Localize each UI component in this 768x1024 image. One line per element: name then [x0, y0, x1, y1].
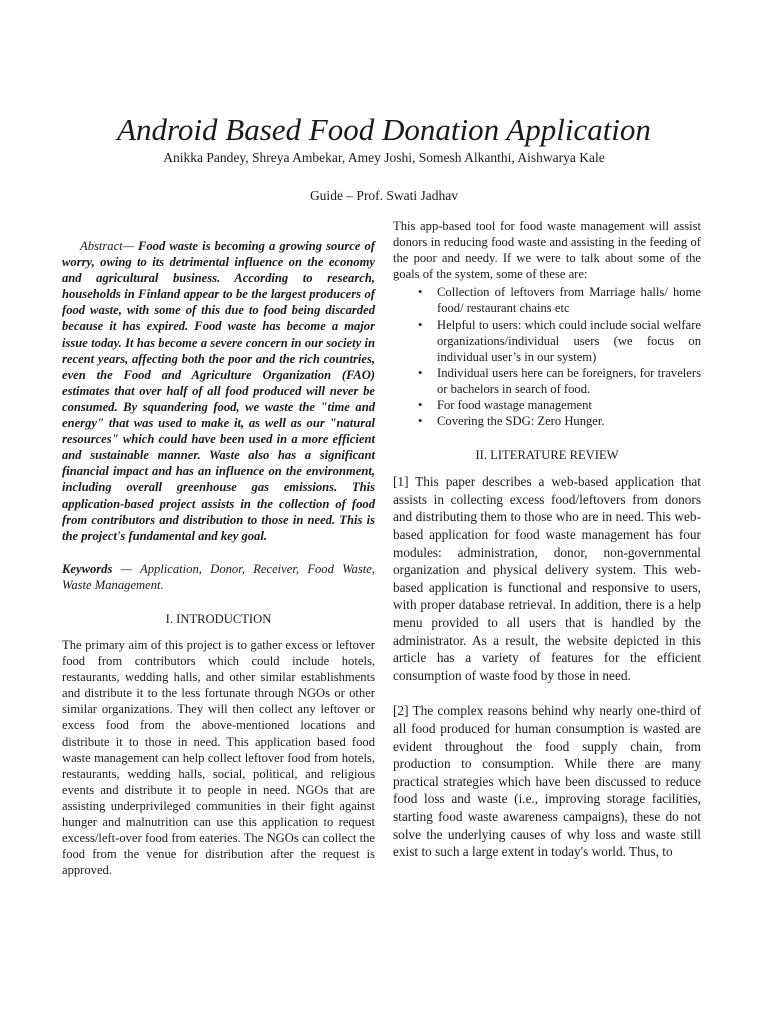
list-item: • Helpful to users: which could include social welfare organizations/individual users (we focus on individual user’s in our system)	[437, 317, 701, 365]
left-column	[62, 238, 375, 878]
list-item: • Individual users here can be foreigners, for travelers or bachelors in search of food.	[437, 365, 701, 397]
literature-review-heading	[393, 447, 701, 463]
keywords-text: — Application, Donor, Receiver, Food Waste, Waste Management.	[62, 561, 375, 592]
list-item: • For food wastage management	[437, 397, 701, 413]
introduction-paragraph: The primary aim of this project is to gather excess or leftover food from contributors which could include hotels, restaurants, wedding halls, and other similar establishments and distribute it to the less fortunate through NGOs or other similar organizations. They will then collect any leftover or excess food from the above-mentioned locations and distribute it to those in need. This application based food waste management can help collect leftover food from hotels, restaurants, wedding halls, social, political, and religious events and distribute it to people in need. NGOs that are assisting underprivileged communities in their fight against hunger and malnutrition can use this application to request excess/left-over food from eateries. The NGOs can collect the food from the venue for distribution after the request is approved.	[62, 637, 375, 878]
literature-review-body	[393, 473, 701, 860]
introduction-heading	[62, 611, 375, 627]
introduction-heading-text: NTRODUCTION	[180, 611, 272, 626]
list-item: • Collection of leftovers from Marriage halls/ home food/ restaurant chains etc	[437, 284, 701, 316]
keywords	[62, 561, 375, 593]
paper-title: Android Based Food Donation Application	[117, 112, 651, 147]
introduction-heading-number: I. I	[165, 611, 181, 626]
literature-heading-text: ITERATURE REVIEW	[497, 448, 619, 463]
literature-heading-number: II. L	[475, 448, 498, 463]
abstract-label: Abstract—	[80, 239, 134, 253]
goals-intro-paragraph: This app-based tool for food waste management will assist donors in reducing food waste and assisting in the feeding of the poor and needy. If we were to talk about some of the goals of the system, some of these are:	[393, 219, 701, 282]
literature-paragraph-1: [1] This paper describes a web-based application that assists in collecting excess food/leftovers from donors and distributing them to those who are in need. This web-based application for food waste management has four modules: administration, donor, non-governmental organization and physical delivery system. This web-based application is functional and responsive to users, with proper database retrieval. In addition, there is a help menu provided to all users that is handled by the administrator. As a result, the website depicted in this article has a variety of features for the efficient consumption of waste food by those in need.	[393, 474, 701, 683]
abstract	[62, 238, 375, 544]
guide-line: Guide – Prof. Swati Jadhav	[309, 188, 459, 203]
literature-paragraph-2: [2] The complex reasons behind why nearly one-third of all food produced for human consumption is wasted are evident throughout the food supply chain, from production to consumption. While there are many practical strategies which have been discussed to reduce food loss and waste (i.e., improving storage facilities, starting food waste awareness campaigns), these do not solve the underlying causes of why loss and waste still exist to such a large extent in today's world. Thus, to	[393, 703, 701, 860]
right-column	[393, 218, 701, 861]
list-item: • Covering the SDG: Zero Hunger.	[437, 413, 701, 429]
goals-list	[393, 284, 701, 429]
keywords-label: Keywords	[62, 561, 113, 576]
author-list: Anikka Pandey, Shreya Ambekar, Amey Joshi, Somesh Alkanthi, Aishwarya Kale	[163, 150, 605, 165]
abstract-text: Food waste is becoming a growing source of worry, owing to its detrimental influence on the economy and agricultural business. According to research, households in Finland appear to be the largest producers of food waste, with some of this due to food being discarded because it has expired. Food waste has become a major issue today. It has become a severe concern in our society in recent years, affecting both the poor and the rich countries, even the Food and Agriculture Organization (FAO) estimates that over half of all food produced will never be consumed. By squandering food, we waste the "time and energy" that was used to make it, as well as our "natural resources" which could have been used in a more efficient and sustainable manner. Waste also has a significant financial impact and has an influence on the environment, including overall greenhouse gas emissions. This application-based project assists in the collection of food from contributors and distribution to those in need. This is the project's fundamental and key goal.	[62, 239, 375, 543]
